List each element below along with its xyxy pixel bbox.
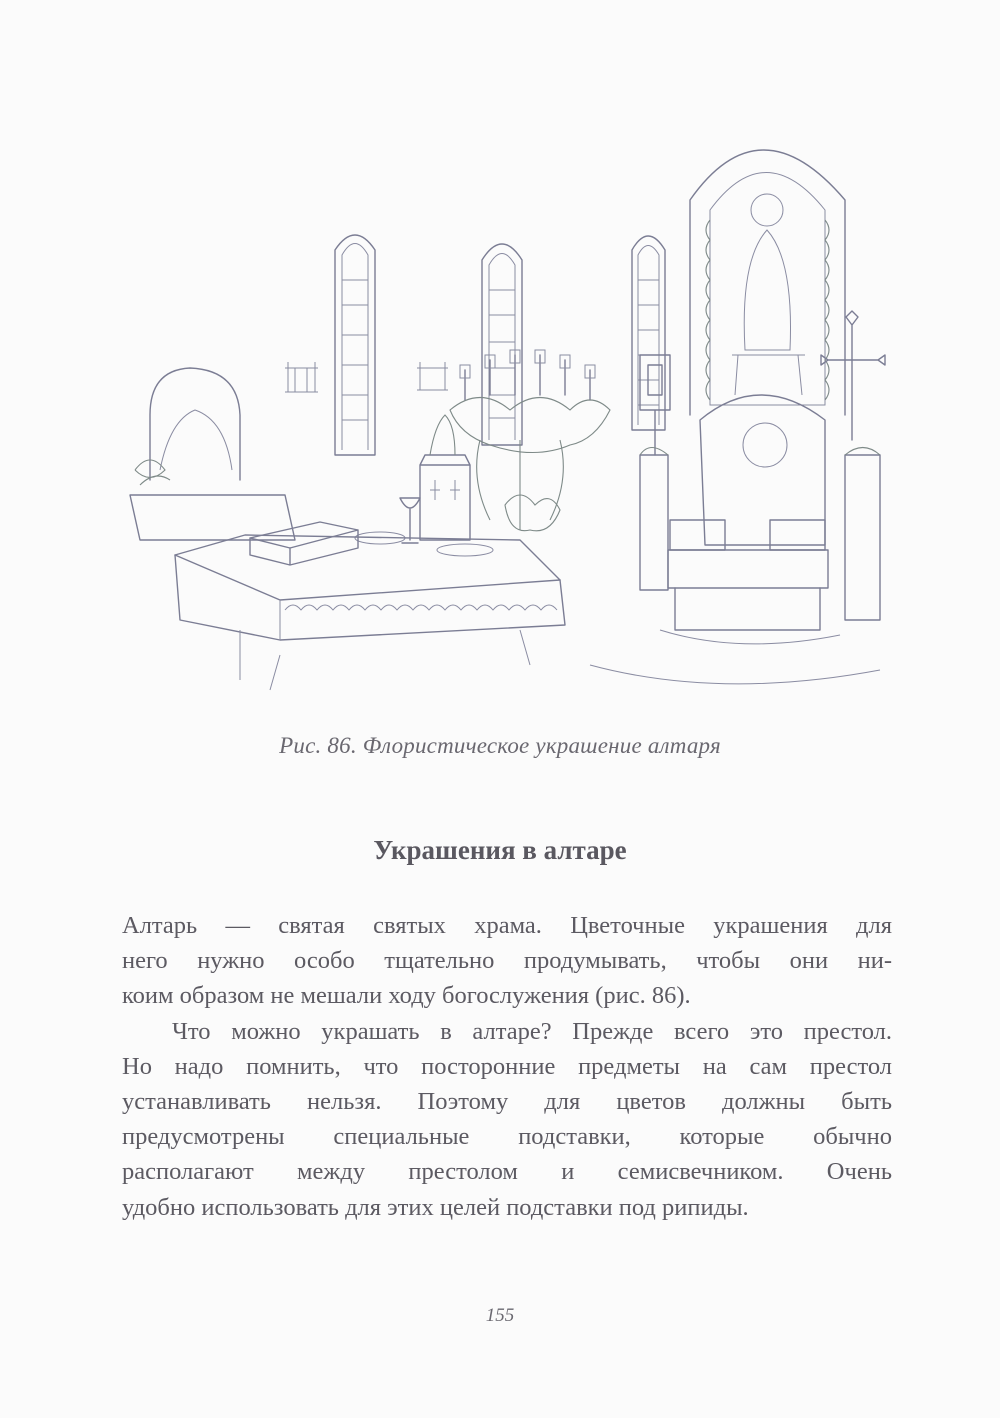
altar-drawing bbox=[120, 110, 900, 710]
text-line: удобно использовать для этих целей подставки под рипиды. bbox=[122, 1193, 749, 1221]
text-line: Алтарь — святая святых храма. Цветочные украшения для bbox=[122, 912, 892, 939]
body-text bbox=[122, 908, 892, 1225]
high-place-icon bbox=[690, 150, 845, 415]
page-number: 155 bbox=[485, 1305, 515, 1326]
text-line: Что можно украшать в алтаре? Прежде всего это престол. bbox=[172, 1017, 892, 1045]
section-heading: Украшения в алтаре bbox=[373, 835, 627, 865]
holy-table bbox=[175, 535, 565, 690]
seven-branched-candlestick bbox=[450, 350, 610, 530]
window-left bbox=[335, 235, 375, 455]
paragraph-1 bbox=[122, 908, 892, 1014]
text-line: предусмотрены специальные подставки, которые обычно bbox=[122, 1123, 892, 1151]
throne bbox=[660, 395, 840, 644]
paragraph-2 bbox=[122, 1014, 892, 1225]
text-line: устанавливать нельзя. Поэтому для цветов должны быть bbox=[122, 1088, 892, 1116]
altar-illustration bbox=[120, 110, 900, 710]
text-line: него нужно особо тщательно продумывать, чтобы они ни- bbox=[122, 947, 892, 975]
text-line: коим образом не мешали ходу богослужения (рис. 86). bbox=[122, 982, 691, 1010]
text-line: располагают между престолом и семисвечником. Очень bbox=[122, 1158, 892, 1186]
window-right bbox=[632, 236, 665, 430]
text-line: Но надо помнить, что посторонние предметы на сам престол bbox=[122, 1052, 892, 1080]
window-center bbox=[482, 244, 522, 445]
left-icon-stand bbox=[130, 368, 295, 540]
figure-caption: Рис. 86. Флористическое украшение алтаря bbox=[279, 733, 721, 758]
